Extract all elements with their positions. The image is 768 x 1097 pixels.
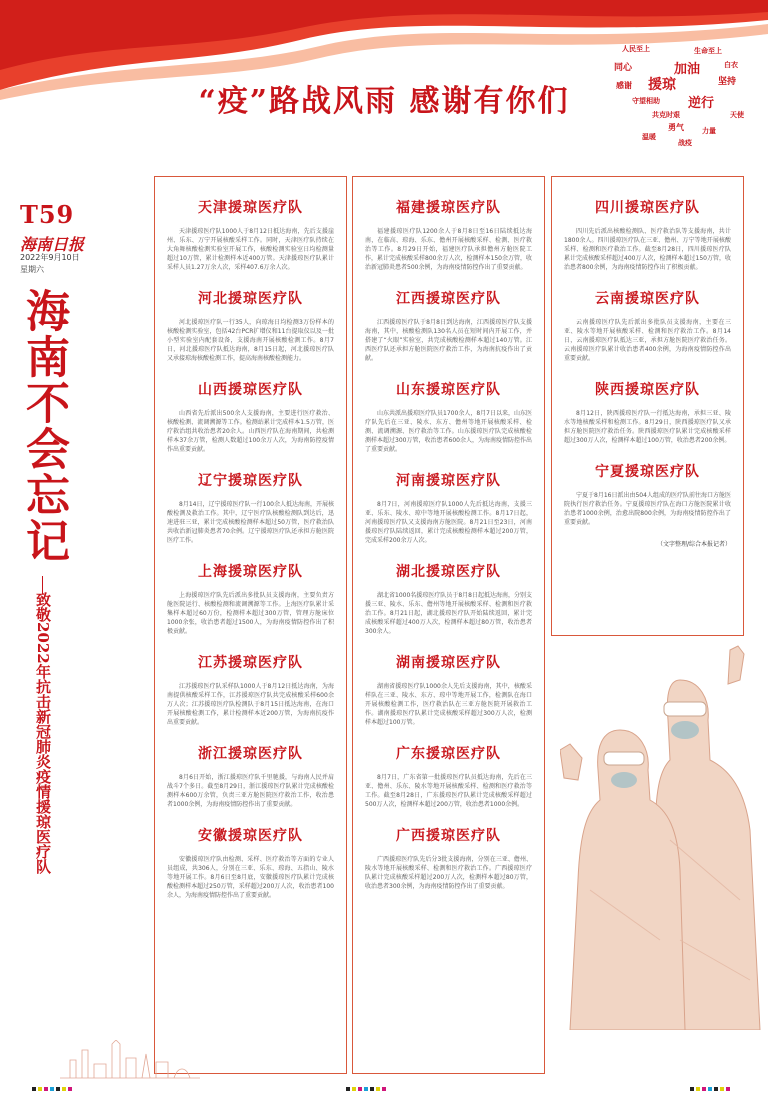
color-registration-mark (38, 1087, 42, 1091)
word-cloud-word: 加油 (674, 62, 701, 77)
section-title: 山东援琼医疗队 (396, 382, 501, 398)
team-section (167, 379, 334, 454)
section-title: 广东援琼医疗队 (396, 746, 501, 762)
section-body: 福建援琼医疗队1200余人于8月8日至16日陆续抵达海南，在临高、琼海、乐东、儋州开展核酸采样、检测、医疗救治等工作。8月29日开始，福建医疗队承担儋州方舱医院工作，累计完成核酸采样800余万人次，检测样本150余万管，收治新冠肺炎患者500余例，为海南疫情防控作出了重要贡献。 (365, 228, 532, 271)
word-cloud-word: 共克时艰 (652, 111, 680, 119)
section-body: 湖南省援琼医疗队1000余人先后支援海南，其中，核酸采样队在三亚、陵水、东方、琼中等地开展工作，检测队在海口开展核酸检测工作，医疗救治队在三亚方舱医院开展救治工作。湖南援琼医疗队累计完成核酸采样超过300万人次，检测样本超过100万管。 (365, 683, 532, 726)
color-registration-mark (702, 1087, 706, 1091)
section-body: 天津援琼医疗队1000人于8月12日抵达海南，先后支援崖州、乐东、万宁开展核酸采样工作。同时，天津医疗队持续在大角舞核酸检测实验室开展工作，核酸检测实验室日均检测量超过10万管，累计检测样本近400万管。天津援琼医疗队累计采样人员1.27万余人次，采样407.6万余人次。 (167, 228, 334, 271)
section-body: 8月7日，广东省第一批援琼医疗队员抵达海南，先后在三亚、儋州、乐东、陵水等地开展核酸采样、检测和医疗救治等工作。截至8月28日，广东援琼医疗队累计完成核酸采样超过500万人次，检测样本超过200万管，收治患者1000余例。 (365, 774, 532, 808)
article-column-1 (154, 176, 347, 1074)
word-cloud (612, 40, 762, 150)
color-registration-mark (376, 1087, 380, 1091)
section-title: 安徽援琼医疗队 (198, 828, 303, 844)
team-section (564, 288, 731, 363)
section-body: 广西援琼医疗队先后分3批支援海南，分别在三亚、儋州、陵水等地开展核酸采样、检测和医疗救治工作。广西援琼医疗队累计完成核酸采样超过200万人次，检测样本超过80万管，收治患者300余例，为海南疫情防控作出了重要贡献。 (365, 856, 532, 890)
section-title: 云南援琼医疗队 (595, 291, 700, 307)
byline: （文字整理/综合本报记者） (656, 541, 731, 548)
team-section (365, 470, 532, 545)
color-registration-mark (32, 1087, 36, 1091)
section-title: 江苏援琼医疗队 (198, 655, 303, 671)
word-cloud-word: 勇气 (668, 123, 684, 132)
word-cloud-word: 援琼 (648, 77, 676, 93)
section-body: 河北援琼医疗队一行35人，向琼海日均检测3万份样本的核酸检测实验室，包括42台PCR扩增仪和11台提取仪以及一批小型实验室内配套设备，支援海南开展核酸检测工作。8月7日，河北援琼医疗队抵达海南，8月15日起，河北援琼医疗队又承接琼海核酸检测工作，提高海南核酸检测能力。 (167, 319, 334, 362)
section-title: 四川援琼医疗队 (595, 200, 700, 216)
section-title: 江西援琼医疗队 (396, 291, 501, 307)
word-cloud-word: 同心 (614, 63, 633, 73)
city-skyline-illustration (60, 1040, 200, 1080)
section-title: 山西援琼医疗队 (198, 382, 303, 398)
color-registration-mark (720, 1087, 724, 1091)
team-section (564, 197, 731, 272)
word-cloud-word: 天使 (730, 111, 744, 119)
team-section (167, 470, 334, 545)
team-section (167, 288, 334, 363)
issue-date: 2022年9月10日 (20, 253, 80, 262)
section-body: 云南援琼医疗队先后派出多批队员支援海南，主要在三亚、陵水等地开展核酸采样、检测和医疗救治工作。8月14日，云南援琼医疗队抵达三亚，承担方舱医院医疗救治任务。云南援琼医疗队累计收治患者400余例，为海南疫情防控作出重要贡献。 (564, 319, 731, 362)
vertical-title: 海南不会忘记 (18, 288, 69, 564)
color-registration-mark (726, 1087, 730, 1091)
color-registration-mark (708, 1087, 712, 1091)
section-body: 上海援琼医疗队先后派出多批队员支援海南，主要负责方舱医院运行、核酸检测和流调溯源等工作。上海医疗队累计采集样本超过60万份，检测样本超过300万管，管理方舱床位1000余张，收治患者超过1500人，为海南疫情防控作出了积极贡献。 (167, 592, 334, 635)
color-registration-mark (62, 1087, 66, 1091)
team-section (167, 197, 334, 272)
team-section (365, 288, 532, 363)
newspaper-name: 海南日报 (20, 235, 85, 254)
section-body: 8月6日开始，浙江援琼医疗队千里驰援，与海南人民并肩战斗7个多日。截至8月29日，浙江援琼医疗队累计完成核酸检测样本600万余管，负责三亚方舱医院医疗救治工作，收治患者1000余例，为海南疫情防控作出了重要贡献。 (167, 774, 334, 808)
section-body: 湖北省1000名援琼医疗队员于8月8日起抵达海南，分别支援三亚、陵水、乐东、儋州等地开展核酸采样、检测和医疗救治工作。8月21日起，湖北援琼医疗队开始陆续返回，累计完成核酸采样超过400万人次，检测样本超过80万管，收治患者300余人。 (365, 592, 532, 635)
color-registration-mark (714, 1087, 718, 1091)
team-section (365, 743, 532, 809)
section-body: 安徽援琼医疗队由检测、采样、医疗救治等方面的专业人员组成，共306人，分别在三亚、乐东、琼海、五指山、陵水等地开展工作。8月6日至8月底，安徽援琼医疗队累计完成核酸检测样本超过250万管，采样超过200万人次，收治患者100余人，为海南疫情防控作出了重要贡献。 (167, 856, 334, 899)
team-section (365, 825, 532, 891)
section-title: 福建援琼医疗队 (396, 200, 501, 216)
section-title: 浙江援琼医疗队 (198, 746, 303, 762)
color-registration-mark (370, 1087, 374, 1091)
color-registration-mark (690, 1087, 694, 1091)
color-registration-mark (382, 1087, 386, 1091)
section-title: 湖北援琼医疗队 (396, 564, 501, 580)
section-title: 宁夏援琼医疗队 (595, 464, 700, 480)
article-column-3 (551, 176, 744, 636)
color-registration-mark (364, 1087, 368, 1091)
section-title: 河南援琼医疗队 (396, 473, 501, 489)
word-cloud-word: 生命至上 (694, 47, 722, 55)
color-registration-mark (346, 1087, 350, 1091)
section-title: 广西援琼医疗队 (396, 828, 501, 844)
team-section (564, 379, 731, 445)
color-registration-mark (696, 1087, 700, 1091)
section-title: 天津援琼医疗队 (198, 200, 303, 216)
page-number: T59 (20, 200, 75, 229)
section-body: 四川先后派出核酸检测队、医疗救治队等支援海南，共计1800余人。四川援琼医疗队在三亚、儋州、万宁等地开展核酸采样、检测和医疗救治工作。截至8月28日，四川援琼医疗队累计完成核酸采样超过400万人次，检测样本超过150万管，收治患者800余例，为海南疫情防控作出了积极贡献。 (564, 228, 731, 271)
section-body: 8月7日，河南援琼医疗队1000人先后抵达海南，支援三亚、乐东、陵水、琼中等地开展核酸检测工作。8月17日起，河南援琼医疗队又支援海南方舱医院。8月21日至23日，河南援琼医疗队陆续返回，累计完成核酸检测样本超过200万管，完成采样200余万人次。 (365, 501, 532, 544)
word-cloud-word: 力量 (702, 127, 716, 135)
color-registration-mark (50, 1087, 54, 1091)
section-body: 江西援琼医疗队于8月8日到达海南，江西援琼医疗队支援海南，其中，核酸检测队130名人员在短时间内开展工作，并搭建了“火眼”实验室，共完成核酸检测样本超过140万管。江西医疗队还承担方舱医院医疗救治工作，为海南抗疫作出了贡献。 (365, 319, 532, 362)
word-cloud-word: 人民至上 (622, 45, 650, 53)
section-title: 湖南援琼医疗队 (396, 655, 501, 671)
team-section (167, 743, 334, 809)
word-cloud-word: 坚持 (718, 77, 737, 87)
team-section (167, 561, 334, 636)
medical-workers-illustration (560, 640, 765, 1030)
word-cloud-word: 守望相助 (632, 97, 660, 105)
section-body: 8月14日，辽宁援琼医疗队一行100余人抵达海南，开展核酸检测及救治工作。其中，辽宁医疗队核酸检测队到达后，迅速进驻三亚，累计完成核酸检测样本超过50万管，医疗救治队共收治新冠肺炎患者70余例。辽宁援琼医疗队还承担方舱医院医疗工作。 (167, 501, 334, 544)
word-cloud-word: 战疫 (678, 139, 692, 147)
team-section (365, 561, 532, 636)
section-title: 陕西援琼医疗队 (595, 382, 700, 398)
section-body: 山东共派出援琼医疗队员1700余人，8月7日以来，山东医疗队先后在三亚、陵水、东方、儋州等地开展核酸采样、检测、流调溯源、医疗救治等工作。山东援琼医疗队完成核酸检测样本超过300万管，收治患者600余人，为海南疫情防控作出了重要贡献。 (365, 410, 532, 453)
section-title: 辽宁援琼医疗队 (198, 473, 303, 489)
section-body: 8月12日，陕西援琼医疗队一行抵达海南，承担三亚、陵水等地核酸采样和检测工作。8月29日，陕西援琼医疗队又承担方舱医院医疗救治任务。陕西援琼医疗队累计完成核酸采样超过300万人次，检测样本超过100万管，收治患者200余例。 (564, 410, 731, 444)
article-column-2 (352, 176, 545, 1074)
color-registration-mark (352, 1087, 356, 1091)
team-section (167, 825, 334, 900)
word-cloud-word: 白衣 (724, 61, 738, 69)
team-section (365, 197, 532, 272)
team-section (365, 652, 532, 727)
section-title: 河北援琼医疗队 (198, 291, 303, 307)
team-section (167, 652, 334, 727)
word-cloud-word: 逆行 (688, 96, 715, 111)
color-registration-mark (56, 1087, 60, 1091)
vertical-subtitle: 致敬2022年抗击新冠肺炎疫情援琼医疗队 (34, 592, 52, 874)
word-cloud-word: 感谢 (616, 81, 632, 90)
team-section (365, 379, 532, 454)
section-body: 山西省先后派出500余人支援海南，主要进行医疗救治、核酸检测、流调溯源等工作。检测站累计完成样本1.5万管，医疗救治组共收治患者20余人。山西医疗队在海南期间，共检测样本37余万管，检测人数超过100余万人次，为海南防控疫情作出重要贡献。 (167, 410, 334, 453)
color-registration-mark (358, 1087, 362, 1091)
color-registration-mark (44, 1087, 48, 1091)
section-body: 宁夏于8月16日派出由504人组成的医疗队前往海口方舱医院执行医疗救治任务。宁夏援琼医疗队在海口方舱医院累计收治患者1000余例，治愈出院800余例，为海南疫情防控作出了重要贡献。 (564, 492, 731, 526)
section-title: 上海援琼医疗队 (198, 564, 303, 580)
issue-weekday: 星期六 (20, 265, 44, 274)
word-cloud-word: 温暖 (642, 133, 656, 141)
page-title: “疫”路战风雨 感谢有你们 (198, 84, 570, 119)
team-section (564, 461, 731, 527)
color-registration-mark (68, 1087, 72, 1091)
section-body: 江苏援琼医疗队采样队1000人于8月12日抵达海南，为海南提供核酸采样工作，江苏援琼医疗队共完成核酸采样600余万人次；江苏援琼医疗队检测队于8月15日抵达海南，在海口开展核酸检测工作，累计检测样本近200万管，为海南抗疫作出重要贡献。 (167, 683, 334, 726)
